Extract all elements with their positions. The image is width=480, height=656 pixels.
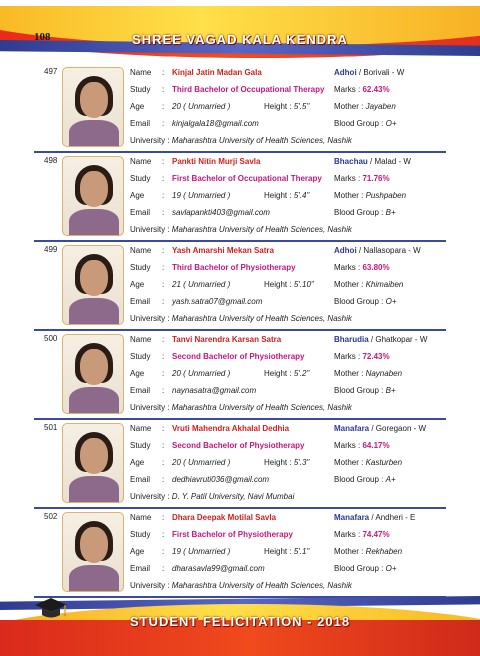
study-course: Third Bachelor of Physiotherapy bbox=[172, 263, 296, 272]
name-label: Name bbox=[130, 157, 152, 166]
height-value: 5'.4" bbox=[293, 191, 310, 200]
photo-body bbox=[69, 387, 119, 414]
mother-label: Mother : bbox=[334, 369, 364, 378]
photo-face bbox=[80, 438, 108, 474]
blood-group-label: Blood Group : bbox=[334, 208, 384, 217]
height-label: Height : bbox=[264, 280, 292, 289]
blood-group bbox=[334, 563, 397, 575]
height-value: 5'.2" bbox=[293, 369, 310, 378]
blood-group-value: A+ bbox=[385, 475, 396, 484]
native-location bbox=[334, 334, 427, 346]
mother bbox=[334, 457, 402, 469]
student-name: Dhara Deepak Motilal Savla bbox=[172, 513, 277, 522]
mother-label: Mother : bbox=[334, 191, 364, 200]
student-photo bbox=[62, 334, 124, 414]
university-label: University : bbox=[130, 581, 170, 590]
name-label: Name bbox=[130, 424, 152, 433]
blood-group-value: O+ bbox=[385, 119, 397, 128]
residence: / Andheri - E bbox=[371, 513, 416, 522]
age-value: 19 ( Unmarried ) bbox=[172, 547, 231, 556]
university-label: University : bbox=[130, 492, 170, 501]
mother bbox=[334, 368, 402, 380]
blood-group bbox=[334, 474, 396, 486]
age-label: Age bbox=[130, 547, 145, 556]
marks-label: Marks : bbox=[334, 174, 361, 183]
student-number: 502 bbox=[44, 512, 58, 521]
email-value: dharasavla99@gmail.com bbox=[172, 564, 265, 573]
colon: : bbox=[162, 208, 165, 217]
blood-group-value: O+ bbox=[385, 564, 397, 573]
university-label: University : bbox=[130, 314, 170, 323]
email-label: Email bbox=[130, 208, 151, 217]
study-course: First Bachelor of Physiotherapy bbox=[172, 530, 293, 539]
native-place: Bharudia bbox=[334, 335, 369, 344]
mother bbox=[334, 101, 396, 113]
age-label: Age bbox=[130, 369, 145, 378]
row-university bbox=[130, 491, 294, 503]
email-label: Email bbox=[130, 119, 151, 128]
mother bbox=[334, 279, 403, 291]
name-label: Name bbox=[130, 246, 152, 255]
residence: / Nallasopara - W bbox=[358, 246, 421, 255]
colon: : bbox=[162, 335, 165, 344]
native-location bbox=[334, 156, 411, 168]
university-value: Maharashtra University of Health Sciences, Nashik bbox=[171, 581, 352, 590]
student-photo bbox=[62, 245, 124, 325]
age-label: Age bbox=[130, 458, 145, 467]
study-course: Second Bachelor of Physiotherapy bbox=[172, 352, 305, 361]
email-value: dedhiavruti036@gmail.com bbox=[172, 475, 270, 484]
page-header bbox=[0, 0, 480, 62]
email-value: savlapankti403@gmail.com bbox=[172, 208, 270, 217]
study-label: Study bbox=[130, 174, 151, 183]
university-value: D. Y. Patil University, Navi Mumbai bbox=[171, 492, 295, 501]
photo-face bbox=[80, 171, 108, 207]
university-label: University : bbox=[130, 403, 170, 412]
colon: : bbox=[162, 280, 165, 289]
marks bbox=[334, 84, 390, 96]
marks-label: Marks : bbox=[334, 530, 361, 539]
university-value: Maharashtra University of Health Sciences, Nashik bbox=[171, 403, 352, 412]
colon: : bbox=[162, 369, 165, 378]
native-location bbox=[334, 245, 421, 257]
photo-body bbox=[69, 565, 119, 592]
height-value: 5'.10" bbox=[293, 280, 314, 289]
student-photo bbox=[62, 156, 124, 236]
age-label: Age bbox=[130, 102, 145, 111]
student-number: 501 bbox=[44, 423, 58, 432]
height bbox=[264, 101, 309, 113]
marks-value: 63.80% bbox=[362, 263, 390, 272]
height-label: Height : bbox=[264, 369, 292, 378]
student-name: Pankti Nitin Murji Savla bbox=[172, 157, 261, 166]
marks-label: Marks : bbox=[334, 441, 361, 450]
marks bbox=[334, 440, 390, 452]
marks-value: 64.17% bbox=[362, 441, 390, 450]
marks-label: Marks : bbox=[334, 352, 361, 361]
photo-body bbox=[69, 209, 119, 236]
study-course: Second Bachelor of Physiotherapy bbox=[172, 441, 305, 450]
blood-group-label: Blood Group : bbox=[334, 475, 384, 484]
blood-group-label: Blood Group : bbox=[334, 119, 384, 128]
height-label: Height : bbox=[264, 191, 292, 200]
study-label: Study bbox=[130, 441, 151, 450]
university-value: Maharashtra University of Health Sciences, Nashik bbox=[171, 314, 352, 323]
university-label: University : bbox=[130, 225, 170, 234]
student-name: Tanvi Narendra Karsan Satra bbox=[172, 335, 282, 344]
age-value: 19 ( Unmarried ) bbox=[172, 191, 231, 200]
colon: : bbox=[162, 564, 165, 573]
mother-label: Mother : bbox=[334, 458, 364, 467]
age-label: Age bbox=[130, 280, 145, 289]
native-place: Bhachau bbox=[334, 157, 368, 166]
colon: : bbox=[162, 458, 165, 467]
email-label: Email bbox=[130, 297, 151, 306]
photo-face bbox=[80, 82, 108, 118]
height bbox=[264, 368, 309, 380]
residence: / Goregaon - W bbox=[371, 424, 427, 433]
colon: : bbox=[162, 530, 165, 539]
mother-name: Naynaben bbox=[365, 369, 403, 378]
row-university bbox=[130, 135, 352, 147]
height-value: 5'.5" bbox=[293, 102, 310, 111]
email-value: naynasatra@gmail.com bbox=[172, 386, 257, 395]
email-label: Email bbox=[130, 475, 151, 484]
blood-group bbox=[334, 118, 397, 130]
row-university bbox=[130, 313, 352, 325]
colon: : bbox=[162, 441, 165, 450]
colon: : bbox=[162, 68, 165, 77]
colon: : bbox=[162, 297, 165, 306]
height-label: Height : bbox=[264, 547, 292, 556]
marks-label: Marks : bbox=[334, 85, 361, 94]
study-course: Third Bachelor of Occupational Therapy bbox=[172, 85, 325, 94]
blood-group-label: Blood Group : bbox=[334, 564, 384, 573]
study-label: Study bbox=[130, 85, 151, 94]
native-location bbox=[334, 423, 426, 435]
age-value: 21 ( Unmarried ) bbox=[172, 280, 231, 289]
student-card bbox=[34, 420, 446, 509]
colon: : bbox=[162, 246, 165, 255]
colon: : bbox=[162, 475, 165, 484]
student-number: 500 bbox=[44, 334, 58, 343]
marks bbox=[334, 262, 390, 274]
marks-value: 62.43% bbox=[362, 85, 390, 94]
height-value: 5'.1" bbox=[293, 547, 310, 556]
native-location bbox=[334, 67, 404, 79]
colon: : bbox=[162, 191, 165, 200]
university-value: Maharashtra University of Health Sciences, Nashik bbox=[171, 225, 352, 234]
colon: : bbox=[162, 174, 165, 183]
student-card bbox=[34, 153, 446, 242]
residence: / Borivali - W bbox=[358, 68, 405, 77]
age-value: 20 ( Unmarried ) bbox=[172, 369, 231, 378]
marks bbox=[334, 351, 390, 363]
student-card bbox=[34, 64, 446, 153]
blood-group-value: B+ bbox=[385, 208, 396, 217]
student-list bbox=[34, 64, 446, 598]
colon: : bbox=[162, 157, 165, 166]
colon: : bbox=[162, 263, 165, 272]
mother-label: Mother : bbox=[334, 280, 364, 289]
header-title: SHREE VAGAD KALA KENDRA bbox=[132, 32, 348, 47]
age-value: 20 ( Unmarried ) bbox=[172, 102, 231, 111]
native-place: Adhoi bbox=[334, 246, 357, 255]
marks-label: Marks : bbox=[334, 263, 361, 272]
photo-body bbox=[69, 120, 119, 147]
colon: : bbox=[162, 547, 165, 556]
blood-group bbox=[334, 385, 396, 397]
email-value: yash.satra07@gmail.com bbox=[172, 297, 263, 306]
blood-group-value: B+ bbox=[385, 386, 396, 395]
university-value: Maharashtra University of Health Sciences, Nashik bbox=[171, 136, 352, 145]
native-location bbox=[334, 512, 415, 524]
name-label: Name bbox=[130, 68, 152, 77]
colon: : bbox=[162, 424, 165, 433]
mother-label: Mother : bbox=[334, 102, 364, 111]
colon: : bbox=[162, 102, 165, 111]
study-label: Study bbox=[130, 263, 151, 272]
student-card bbox=[34, 509, 446, 598]
student-number: 499 bbox=[44, 245, 58, 254]
colon: : bbox=[162, 352, 165, 361]
marks-value: 74.47% bbox=[362, 530, 390, 539]
height-value: 5'.3" bbox=[293, 458, 310, 467]
residence: / Malad - W bbox=[370, 157, 411, 166]
photo-body bbox=[69, 476, 119, 503]
mother-name: Rekhaben bbox=[365, 547, 403, 556]
email-label: Email bbox=[130, 564, 151, 573]
footer-title: STUDENT FELICITATION - 2018 bbox=[129, 614, 351, 629]
height bbox=[264, 457, 309, 469]
student-number: 497 bbox=[44, 67, 58, 76]
height bbox=[264, 190, 309, 202]
blood-group bbox=[334, 207, 396, 219]
mother-label: Mother : bbox=[334, 547, 364, 556]
colon: : bbox=[162, 85, 165, 94]
student-number: 498 bbox=[44, 156, 58, 165]
page-number: 108 bbox=[34, 31, 51, 43]
marks bbox=[334, 529, 390, 541]
university-label: University : bbox=[130, 136, 170, 145]
mother-name: Khimaiben bbox=[365, 280, 404, 289]
mother-name: Jayaben bbox=[365, 102, 396, 111]
marks-value: 71.76% bbox=[362, 174, 390, 183]
student-photo bbox=[62, 67, 124, 147]
residence: / Ghatkopar - W bbox=[370, 335, 428, 344]
native-place: Manafara bbox=[334, 424, 370, 433]
page-footer bbox=[0, 590, 480, 656]
photo-face bbox=[80, 349, 108, 385]
study-label: Study bbox=[130, 352, 151, 361]
student-name: Vruti Mahendra Akhalal Dedhia bbox=[172, 424, 290, 433]
blood-group-value: O+ bbox=[385, 297, 397, 306]
colon: : bbox=[162, 119, 165, 128]
mother bbox=[334, 190, 406, 202]
colon: : bbox=[162, 386, 165, 395]
native-place: Adhoi bbox=[334, 68, 357, 77]
age-value: 20 ( Unmarried ) bbox=[172, 458, 231, 467]
height-label: Height : bbox=[264, 458, 292, 467]
photo-face bbox=[80, 260, 108, 296]
student-name: Kinjal Jatin Madan Gala bbox=[172, 68, 262, 77]
marks bbox=[334, 173, 390, 185]
student-photo bbox=[62, 512, 124, 592]
email-label: Email bbox=[130, 386, 151, 395]
mother-name: Kasturben bbox=[365, 458, 403, 467]
student-card bbox=[34, 242, 446, 331]
mother bbox=[334, 546, 402, 558]
photo-body bbox=[69, 298, 119, 325]
mother-name: Pushpaben bbox=[365, 191, 407, 200]
height-label: Height : bbox=[264, 102, 292, 111]
blood-group-label: Blood Group : bbox=[334, 297, 384, 306]
name-label: Name bbox=[130, 335, 152, 344]
row-university bbox=[130, 224, 352, 236]
study-label: Study bbox=[130, 530, 151, 539]
study-course: First Bachelor of Occupational Therapy bbox=[172, 174, 322, 183]
marks-value: 72.43% bbox=[362, 352, 390, 361]
row-university bbox=[130, 402, 352, 414]
photo-face bbox=[80, 527, 108, 563]
email-value: kinjalgala18@gmail.com bbox=[172, 119, 259, 128]
student-photo bbox=[62, 423, 124, 503]
age-label: Age bbox=[130, 191, 145, 200]
student-card bbox=[34, 331, 446, 420]
blood-group-label: Blood Group : bbox=[334, 386, 384, 395]
name-label: Name bbox=[130, 513, 152, 522]
height bbox=[264, 546, 309, 558]
height bbox=[264, 279, 314, 291]
blood-group bbox=[334, 296, 397, 308]
native-place: Manafara bbox=[334, 513, 370, 522]
student-name: Yash Amarshi Mekan Satra bbox=[172, 246, 274, 255]
colon: : bbox=[162, 513, 165, 522]
